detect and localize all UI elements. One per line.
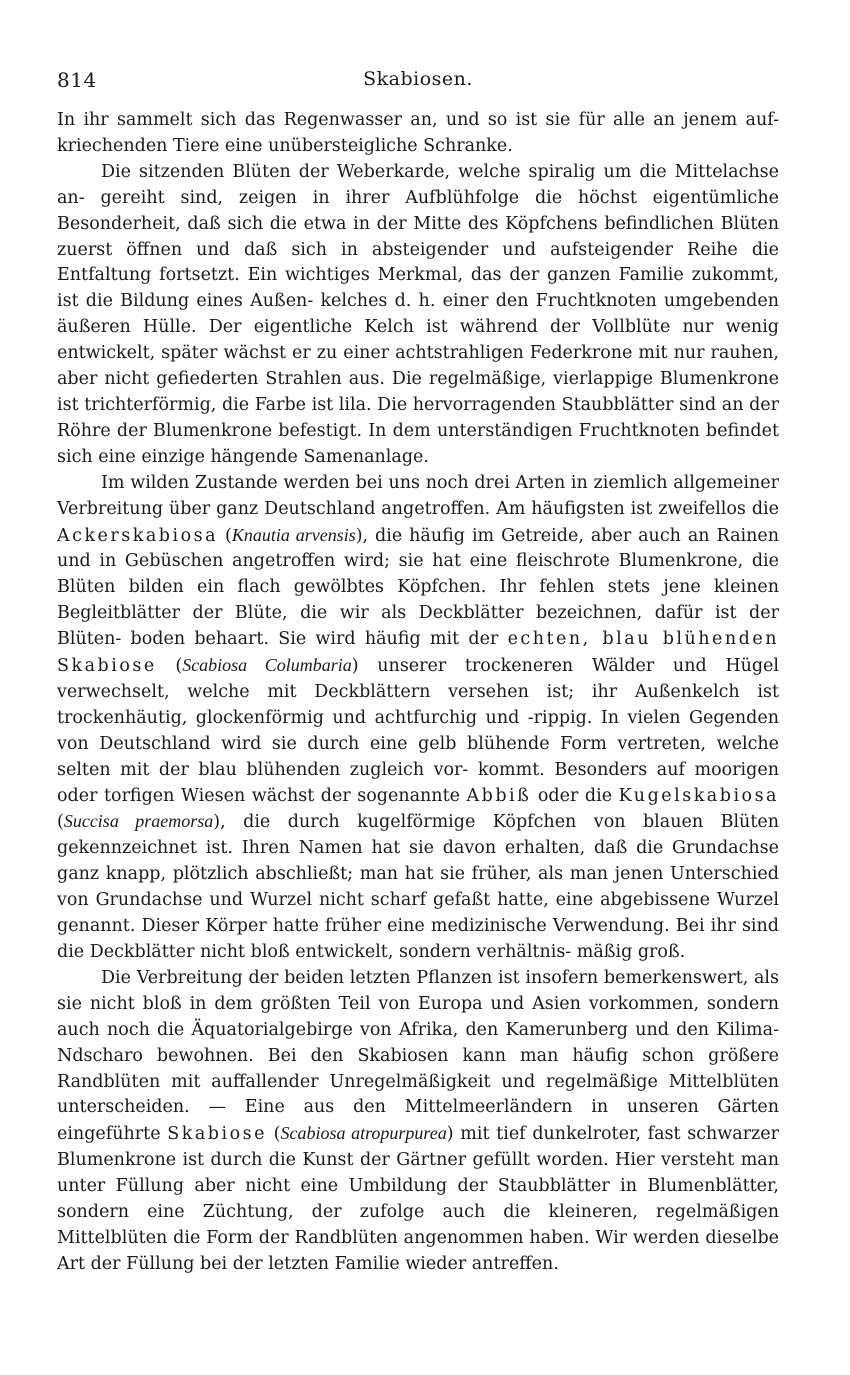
latin-name-succisa: Succisa praemorsa: [63, 811, 214, 832]
book-page: [57, 68, 779, 1278]
paragraph-4-text: (: [266, 1124, 281, 1145]
plant-name-skabiose: Skabiose: [167, 1124, 267, 1145]
running-head: Skabiosen.: [363, 68, 473, 90]
paragraph-4: [57, 966, 779, 1278]
latin-name-scabiosa-atropurpurea: Scabiosa atropurpurea: [280, 1123, 447, 1144]
latin-name-knautia: Knautia arvensis: [231, 524, 356, 545]
paragraph-4-text: ) mit tief dunkelroter, fast schwarzer Blumenkrone ist durch die Kunst der Gärtner gefüllt worden. Hier versteht man unter Füllung aber nicht eine Umbildung der Staubblätter in Blumenblätter, sondern eine Züchtung, der zufolge auch die kleineren, regelmäßigen Mittelblüten die Form der Randblüten angenommen haben. Wir werden dieselbe Art der Füllung bei der letzten Familie wieder antreffen.: [57, 1124, 780, 1274]
paragraph-2: Die sitzenden Blüten der Weberkarde, welche spiralig um die Mittelachse an- gereiht sind, zeigen in ihrer Aufblühfolge die höchst eigentümliche Besonderheit, daß sich die etwa in der Mitte des Köpfchens befindlichen Blüten zuerst öffnen und daß sich in absteigender und aufsteigender Reihe die Entfaltung fortsetzt. Ein wichtiges Merkmal, das der ganzen Familie zukommt, ist die Bildung eines Außen- kelches d. h. einer den Fruchtknoten umgebenden äußeren Hülle. Der eigentliche Kelch ist während der Vollblüte nur wenig entwickelt, später wächst er zu einer achtstrahligen Federkrone mit nur rauhen, aber nicht gefiederten Strahlen aus. Die regelmäßige, vierlappige Blumenkrone ist trichterförmig, die Farbe ist lila. Die hervorragenden Staubblätter sind an der Röhre der Blumenkrone befestigt. In dem unterständigen Fruchtknoten befindet sich eine einzige hängende Samenanlage.: [57, 161, 779, 467]
paragraph-3-text: ), die durch kugelförmige Köpfchen von blauen Blüten gekennzeichnet ist. Ihren Namen hat sie davon erhalten, daß die Grundachse ganz knapp, plötzlich abschließt; man hat sie früher, als man jenen Unterschied von Grundachse und Wurzel nicht scharf gefaßt hatte, eine abgebissene Wurzel genannt. Dieser Körper hatte früher eine medizinische Verwendung. Bei ihr sind die Deckblätter nicht bloß entwickelt, sondern verhältnis- mäßig groß.: [57, 812, 779, 962]
paragraph-3-text: (: [218, 525, 232, 546]
plant-name-echte-skabiose: echten, blau blühenden Skabiose: [57, 629, 779, 677]
paragraph-3: [57, 471, 779, 966]
plant-name-ackerskabiosa: Ackerskabiosa: [57, 525, 219, 546]
paragraph-1: In ihr sammelt sich das Regenwasser an, und so ist sie für alle an jenem auf- kriechenden Tiere eine unübersteigliche Schranke.: [57, 110, 779, 156]
latin-name-scabiosa-columbaria: Scabiosa Columbaria: [182, 655, 352, 676]
page-header: [57, 68, 779, 108]
paragraph-3-text: oder die: [531, 785, 619, 806]
paragraph-3-text: Im wilden Zustande werden bei uns noch drei Arten in ziemlich allgemeiner Verbreitung über ganz Deutschland angetroffen. Am häufigsten ist zweifellos die: [57, 472, 779, 519]
page-number: 814: [57, 68, 97, 92]
paragraph-3-text: (: [57, 812, 64, 833]
paragraph-3-text: ) unserer trockeneren Wälder und Hügel verwechselt, welche mit Deckblättern versehen ist; ihr Außenkelch ist trockenhäutig, glockenförmig und achtfurchig und -rippig. In vielen Gegenden von Deutschland wird sie durch eine gelb blühende Form vertreten, welche selten mit der blau blühenden zugleich vor- kommt. Besonders auf moorigen oder torfigen Wiesen wächst der sogenannte: [57, 656, 780, 806]
plant-name-abbiss: Abbiß: [466, 785, 532, 806]
body-text: [57, 108, 779, 1278]
paragraph-3-text: ), die häufig im Getreide, aber auch an Rainen und in Gebüschen angetroffen wird; sie hat eine fleischrote Blumenkrone, die Blüten bilden ein flach gewölbtes Köpfchen. Ihr fehlen stets jene kleinen Begleitblätter der Blüte, die wir als Deckblätter bezeichnen, dafür ist der Blüten- boden behaart. Sie wird häufig mit der: [57, 525, 779, 650]
plant-name-kugelskabiosa: Kugelskabiosa: [618, 785, 779, 806]
paragraph-3-text: (: [156, 656, 183, 677]
paragraph-4-text: Die Verbreitung der beiden letzten Pflanzen ist insofern bemerkenswert, als sie nicht bloß in dem größten Teil von Europa und Asien vorkommen, sondern auch noch die Äquatorialgebirge von Afrika, den Kamerunberg und den Kilima- Ndscharo bewohnen. Bei den Skabiosen kann man häufig schon größere Randblüten mit auffallender Unregelmäßigkeit und regelmäßige Mittelblüten unterscheiden. — Eine aus den Mittelmeerländern in unseren Gärten eingeführte: [57, 967, 779, 1145]
